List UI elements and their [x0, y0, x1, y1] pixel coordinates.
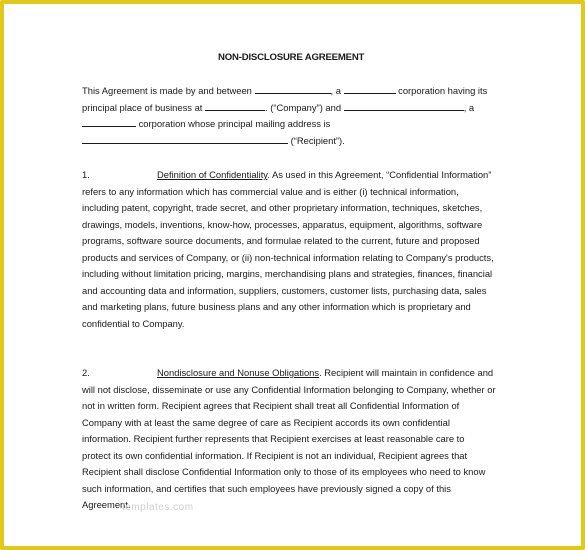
- intro-line-3: [82, 116, 512, 133]
- intro-text: . (“Company”) and: [265, 101, 342, 113]
- intro-text: , a: [330, 85, 341, 96]
- section-2-line: information. Recipient further represents that Recipient exercises at least reasonable care to: [82, 433, 465, 444]
- section-number: 1.: [82, 169, 90, 180]
- state-blank[interactable]: [344, 84, 396, 94]
- section-1: [82, 167, 512, 332]
- section-2-line: Agreement.: [82, 499, 131, 510]
- section-2-line-1: [82, 365, 512, 382]
- section-1-line: including without limitation pricing, margins, merchandising plans and strategies, finances, financial: [82, 268, 493, 279]
- section-1-line: and accounting data and information, suppliers, customers, customer lists, purchasing data, sales: [82, 284, 487, 296]
- section-1-line: confidential to Company.: [82, 317, 185, 329]
- section-2-line: not in written form. Recipient agrees that Recipient shall treat all Confidential Information of: [82, 400, 460, 411]
- intro-text: corporation having its: [398, 85, 488, 96]
- intro-text: , a: [463, 101, 475, 113]
- section-number: 2.: [82, 367, 90, 378]
- intro-line-1: [82, 83, 512, 100]
- party-name-blank[interactable]: [255, 84, 331, 94]
- section-text: . Recipient will maintain in confidence and: [319, 367, 494, 378]
- section-text: . As used in this Agreement, “Confidential Information”: [267, 169, 492, 180]
- intro-line-4: [82, 133, 512, 150]
- section-1-line: drawings, models, inventions, know-how, processes, apparatus, equipment, algorithms, software: [82, 218, 483, 230]
- section-heading: Nondisclosure and Nonuse Obligations: [157, 367, 320, 378]
- intro-paragraph: [82, 83, 512, 149]
- section-2: [82, 365, 512, 514]
- section-1-line: refers to any information which has commercial value and is either (i) technical information,: [82, 185, 459, 197]
- section-1-line: programs, software source documents, and formulae related to the current, future and proposed: [82, 235, 480, 246]
- company-address-blank[interactable]: [205, 101, 265, 111]
- section-2-line: protect its own confidential information. If Recipient is not an individual, Recipient agrees that: [82, 449, 468, 461]
- recipient-name-blank[interactable]: [344, 101, 464, 111]
- intro-text: principal place of business at: [82, 101, 203, 113]
- intro-text: (“Recipient”).: [290, 134, 345, 146]
- section-1-line: products and services of Company, or (ii) non-technical information relating to Company's products,: [82, 251, 494, 263]
- document-title: NON-DISCLOSURE AGREEMENT: [218, 52, 365, 63]
- intro-line-2: [82, 100, 512, 117]
- section-2-line: Company with at least the same degree of care as Recipient accords its own confidential: [82, 416, 450, 428]
- section-2-line: will not disclose, disseminate or use any Confidential Information belonging to Company, whether or: [82, 383, 496, 395]
- section-2-line: such information, and certifies that such employees have previously signed a copy of this: [82, 482, 451, 494]
- intro-text: corporation whose principal mailing address is: [138, 118, 331, 129]
- intro-text: This Agreement is made by and between: [82, 85, 252, 96]
- section-1-line: including patent, copyright, trade secret, and other proprietary information, techniques, sketches,: [82, 202, 483, 213]
- recipient-address-blank[interactable]: [82, 134, 288, 144]
- section-heading: Definition of Confidentiality: [157, 169, 268, 180]
- section-2-line: Recipient shall disclose Confidential Information only to those of its employees who need to know: [82, 466, 486, 477]
- section-1-line: and marketing plans, future business plans and any other information which is proprietary and: [82, 301, 471, 312]
- recipient-state-blank[interactable]: [82, 117, 136, 127]
- watermark: templates.com: [122, 502, 194, 513]
- section-1-line-1: [82, 167, 512, 184]
